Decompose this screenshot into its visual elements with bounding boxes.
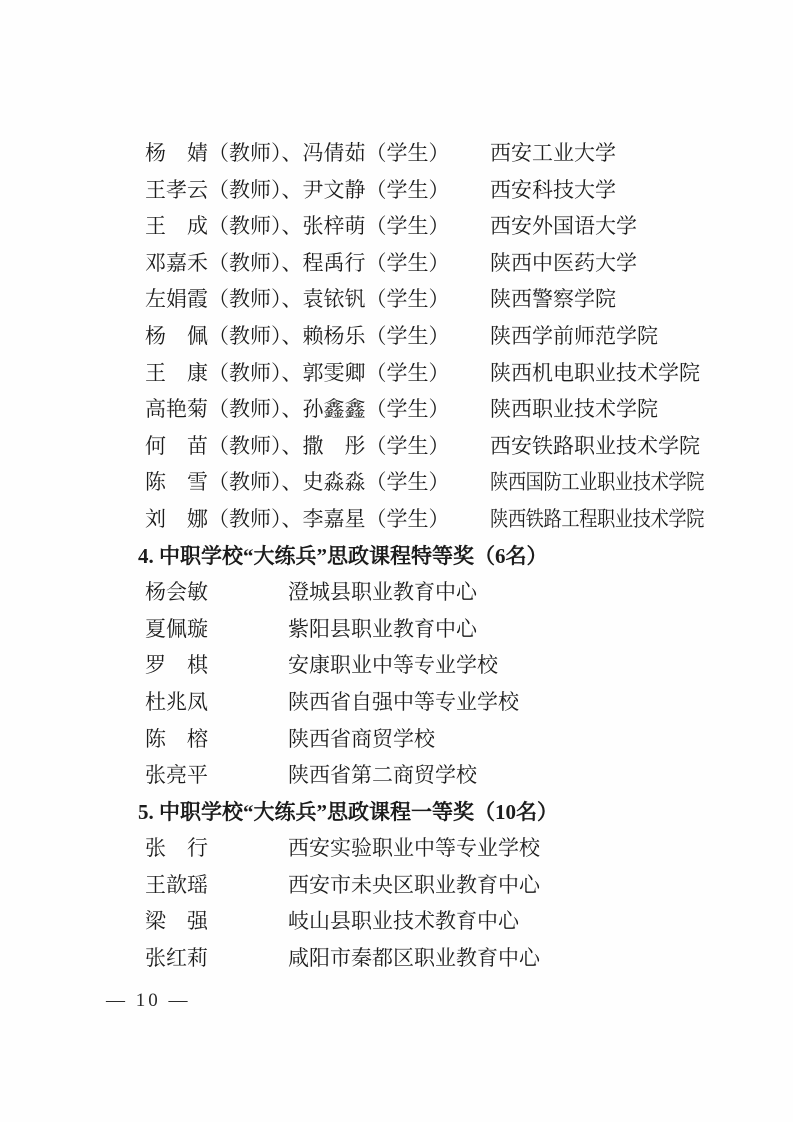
winner-name: 张红莉 <box>145 946 208 971</box>
winner-school: 陕西省第二商贸学校 <box>288 763 477 788</box>
winner-name: 杨会敏 <box>145 580 208 605</box>
winner-school: 陕西省自强中等专业学校 <box>288 689 519 714</box>
pair-row <box>145 501 743 538</box>
teacher-student-pair: 王孝云（教师）、尹文静（学生） <box>145 177 450 202</box>
winner-name: 陈 榕 <box>145 726 208 751</box>
award-list-content <box>138 135 743 977</box>
school-name: 陕西国防工业职业技术学院 <box>490 470 705 495</box>
teacher-student-pair: 左娟霞（教师）、袁铱钒（学生） <box>145 287 450 312</box>
pair-row <box>145 428 743 465</box>
section4-heading: 4. 中职学校“大练兵”思政课程特等奖（6名） <box>138 543 548 568</box>
teacher-student-pair: 高艳菊（教师）、孙鑫鑫（学生） <box>145 397 450 422</box>
winner-row <box>145 647 743 684</box>
school-name: 陕西机电职业技术学院 <box>490 360 700 385</box>
teacher-student-pair: 王 康（教师）、郭雯卿（学生） <box>145 360 450 385</box>
winner-row <box>145 757 743 794</box>
pair-row <box>145 172 743 209</box>
winner-row <box>145 574 743 611</box>
pair-row <box>145 281 743 318</box>
school-name: 西安科技大学 <box>490 177 616 202</box>
winner-school: 安康职业中等专业学校 <box>288 653 498 678</box>
winner-row <box>145 611 743 648</box>
winner-school: 陕西省商贸学校 <box>288 726 435 751</box>
pair-row <box>145 208 743 245</box>
school-name: 陕西学前师范学院 <box>490 323 658 348</box>
winner-school: 西安实验职业中等专业学校 <box>288 836 540 861</box>
teacher-student-pair: 杨 婧（教师）、冯倩茹（学生） <box>145 141 450 165</box>
school-name: 西安外国语大学 <box>490 214 637 239</box>
winner-row <box>145 684 743 721</box>
winner-name: 王歆瑶 <box>145 872 208 897</box>
pair-row <box>145 355 743 392</box>
pair-row <box>145 245 743 282</box>
winner-row <box>145 721 743 758</box>
school-name: 陕西中医药大学 <box>490 250 637 275</box>
school-name: 陕西职业技术学院 <box>490 397 658 422</box>
pair-row <box>145 391 743 428</box>
winner-name: 夏佩璇 <box>145 616 208 641</box>
school-name: 陕西警察学院 <box>490 287 616 312</box>
winner-name: 罗 棋 <box>145 653 208 678</box>
winner-name: 杜兆凤 <box>145 689 208 714</box>
school-name: 西安铁路职业技术学院 <box>490 433 700 458</box>
section5-heading: 5. 中职学校“大练兵”思政课程一等奖（10名） <box>138 799 558 824</box>
pair-row <box>145 135 743 172</box>
winner-school: 岐山县职业技术教育中心 <box>288 909 519 934</box>
pair-row <box>145 318 743 355</box>
winner-school: 澄城县职业教育中心 <box>288 580 477 605</box>
teacher-student-pair: 何 苗（教师）、撒 彤（学生） <box>145 433 450 458</box>
teacher-student-pair: 刘 娜（教师）、李嘉星（学生） <box>145 506 450 531</box>
winner-row <box>145 940 743 977</box>
school-name: 西安工业大学 <box>490 141 616 165</box>
winner-school: 西安市未央区职业教育中心 <box>288 872 540 897</box>
winner-row <box>145 903 743 940</box>
teacher-student-pair: 邓嘉禾（教师）、程禹行（学生） <box>145 250 450 275</box>
pair-row <box>145 464 743 501</box>
winner-row <box>145 867 743 904</box>
page-number: — 10 — <box>106 990 191 1011</box>
winner-name: 梁 强 <box>145 909 208 934</box>
school-name: 陕西铁路工程职业技术学院 <box>490 506 705 531</box>
winner-school: 咸阳市秦都区职业教育中心 <box>288 946 540 971</box>
winner-row <box>145 830 743 867</box>
teacher-student-pair: 王 成（教师）、张梓萌（学生） <box>145 214 450 239</box>
teacher-student-pair: 陈 雪（教师）、史淼淼（学生） <box>145 470 450 495</box>
winner-name: 张亮平 <box>145 763 208 788</box>
winner-name: 张 行 <box>145 836 208 861</box>
winner-school: 紫阳县职业教育中心 <box>288 616 477 641</box>
teacher-student-pair: 杨 佩（教师）、赖杨乐（学生） <box>145 323 450 348</box>
